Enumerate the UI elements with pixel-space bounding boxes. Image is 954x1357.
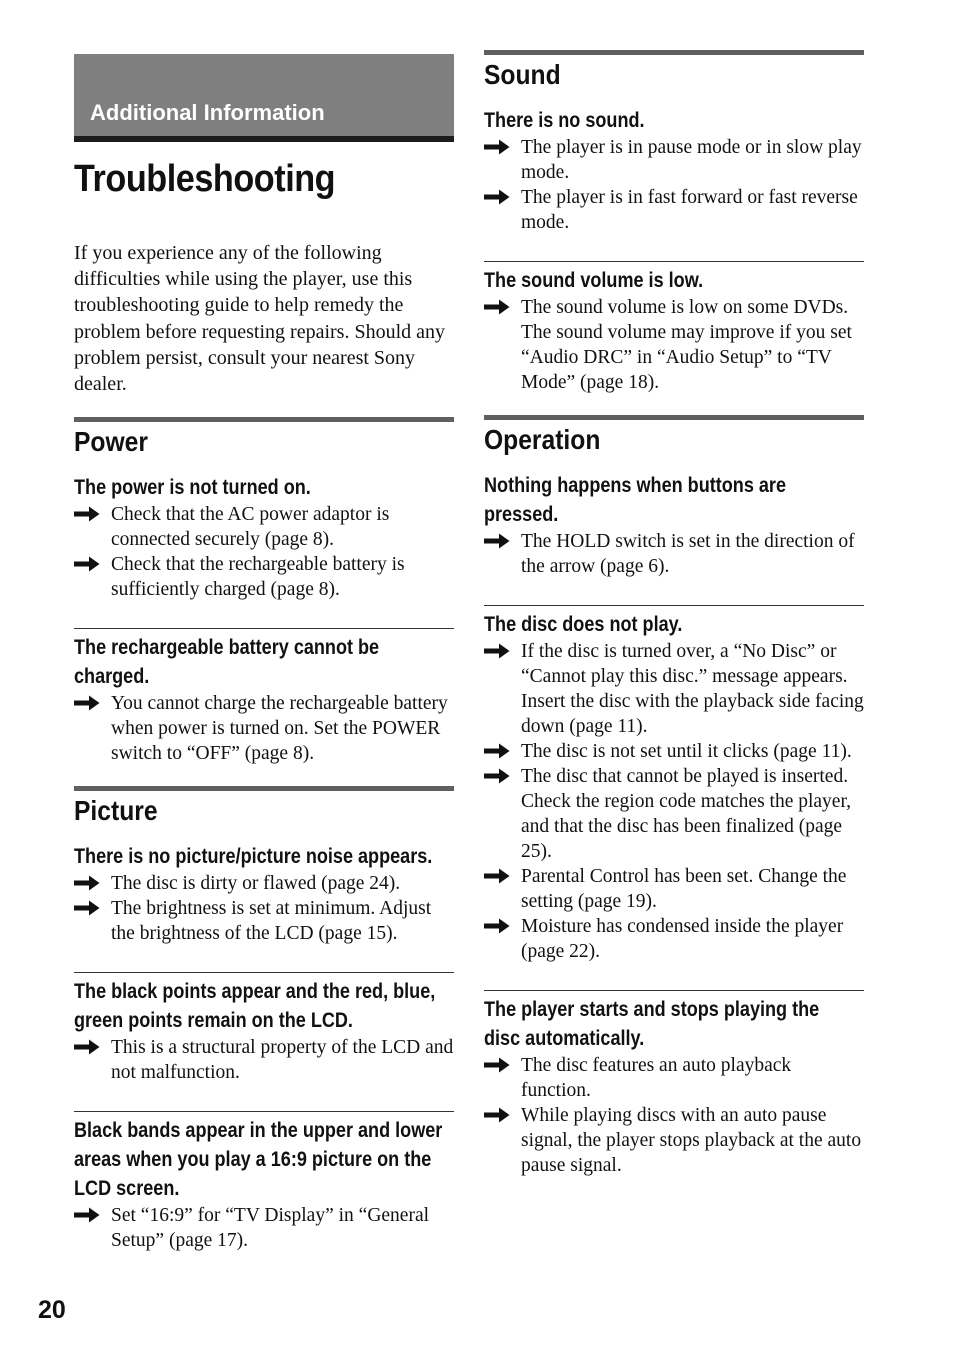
right-arrow-icon — [74, 506, 100, 522]
solution-text: The disc is dirty or flawed (page 24). — [111, 873, 401, 895]
category-title: Sound — [484, 59, 561, 90]
solution-text: The disc features an auto playback function. — [521, 1055, 792, 1101]
right-arrow-icon — [484, 189, 510, 205]
solution-text: Check that the AC power adaptor is connected securely (page 8). — [111, 504, 390, 551]
solution-text: The disc that cannot be played is inserted. Check the region code matches the player, and that the disc has been finalized (page 25). — [521, 766, 852, 862]
right-arrow-icon — [484, 768, 510, 784]
solution-text: Parental Control has been set. Change the setting (page 19). — [521, 866, 847, 912]
right-arrow-icon — [484, 1107, 510, 1123]
problem-title: There is no sound. — [484, 109, 645, 132]
solution-item — [484, 1053, 864, 1103]
right-column — [484, 0, 864, 1178]
problem-title: Nothing happens when buttons are pressed. — [484, 474, 787, 526]
problem-item — [484, 261, 864, 395]
problem-title: The sound volume is low. — [484, 269, 704, 292]
right-arrow-icon — [484, 1057, 510, 1073]
solution-text: The brightness is set at minimum. Adjust the brightness of the LCD (page 15). — [111, 898, 432, 945]
right-arrow-icon — [484, 918, 510, 934]
solution-item — [74, 1035, 454, 1085]
solution-text: Check that the rechargeable battery is sufficiently charged (page 8). — [111, 554, 405, 601]
solution-item — [484, 135, 864, 185]
category-power — [74, 417, 454, 766]
solution-text: While playing discs with an auto pause signal, the player stops playback at the auto pause signal. — [521, 1105, 862, 1176]
solution-item — [74, 896, 454, 946]
solution-item — [484, 1103, 864, 1178]
right-arrow-icon — [484, 299, 510, 315]
solution-text: This is a structural property of the LCD and not malfunction. — [111, 1037, 454, 1084]
solution-text: The HOLD switch is set in the direction of the arrow (page 6). — [521, 531, 855, 577]
section-label: Additional Information — [90, 100, 325, 125]
solution-text: The player is in fast forward or fast reverse mode. — [521, 187, 858, 233]
right-arrow-icon — [74, 1207, 100, 1223]
solution-item — [74, 691, 454, 766]
solution-item — [484, 914, 864, 964]
right-arrow-icon — [74, 875, 100, 891]
solution-text: Moisture has condensed inside the player (page 22). — [521, 916, 844, 962]
page-title: Troubleshooting — [74, 158, 336, 200]
intro-paragraph: If you experience any of the following difficulties while using the player, use this troubleshooting guide to help remedy the problem before requesting repairs. Should any problem persist, consult your nearest Sony dealer. — [74, 242, 446, 396]
problem-item — [74, 628, 454, 766]
problem-item — [484, 605, 864, 964]
solution-item — [484, 764, 864, 864]
problem-item — [74, 842, 454, 946]
left-categories — [74, 417, 454, 1253]
solution-text: You cannot charge the rechargeable battery when power is turned on. Set the POWER switch to “OFF” (page 8). — [111, 693, 448, 765]
page-number: 20 — [38, 1296, 66, 1324]
solution-item — [484, 295, 864, 395]
problem-item — [484, 990, 864, 1178]
problem-title: The rechargeable battery cannot be charged. — [74, 636, 380, 689]
problem-title: There is no picture/picture noise appears. — [74, 845, 433, 869]
solution-text: If the disc is turned over, a “No Disc” or “Cannot play this disc.” message appears. Insert the disc with the playback side facing down (page 11). — [521, 641, 864, 737]
right-arrow-icon — [484, 139, 510, 155]
right-arrow-icon — [74, 556, 100, 572]
solution-item — [484, 529, 864, 579]
left-column — [74, 0, 454, 1253]
problem-item — [74, 473, 454, 602]
category-operation — [484, 415, 864, 1178]
problem-title: The power is not turned on. — [74, 476, 311, 500]
problem-title: Black bands appear in the upper and lower areas when you play a 16:9 picture on the LCD screen. — [74, 1119, 443, 1201]
solution-item — [484, 864, 864, 914]
category-sound — [484, 50, 864, 395]
right-arrow-icon — [74, 695, 100, 711]
solution-item — [484, 639, 864, 739]
solution-item — [74, 552, 454, 602]
problem-item — [484, 106, 864, 235]
category-title: Power — [74, 426, 148, 458]
problem-item — [74, 1111, 454, 1253]
right-arrow-icon — [484, 643, 510, 659]
right-arrow-icon — [484, 533, 510, 549]
solution-text: The player is in pause mode or in slow play mode. — [521, 137, 862, 183]
solution-item — [74, 871, 454, 896]
problem-title: The disc does not play. — [484, 613, 683, 636]
solution-text: Set “16:9” for “TV Display” in “General Setup” (page 17). — [111, 1205, 430, 1252]
right-arrow-icon — [74, 1039, 100, 1055]
problem-item — [484, 471, 864, 579]
right-categories — [484, 50, 864, 1178]
category-title: Operation — [484, 424, 601, 455]
solution-item — [74, 1203, 454, 1253]
section-banner — [74, 54, 454, 142]
right-arrow-icon — [74, 900, 100, 916]
right-arrow-icon — [484, 743, 510, 759]
right-arrow-icon — [484, 868, 510, 884]
solution-text: The disc is not set until it clicks (page 11). — [521, 741, 852, 762]
solution-item — [484, 185, 864, 235]
category-title: Picture — [74, 795, 158, 827]
problem-item — [74, 972, 454, 1085]
solution-item — [74, 502, 454, 552]
solution-text: The sound volume is low on some DVDs. The sound volume may improve if you set “Audio DRC” in “Audio Setup” to “TV Mode” (page 18). — [521, 297, 852, 393]
problem-title: The black points appear and the red, blue, green points remain on the LCD. — [74, 980, 436, 1033]
category-picture — [74, 786, 454, 1253]
problem-title: The player starts and stops playing the disc automatically. — [484, 998, 820, 1050]
solution-item — [484, 739, 864, 764]
